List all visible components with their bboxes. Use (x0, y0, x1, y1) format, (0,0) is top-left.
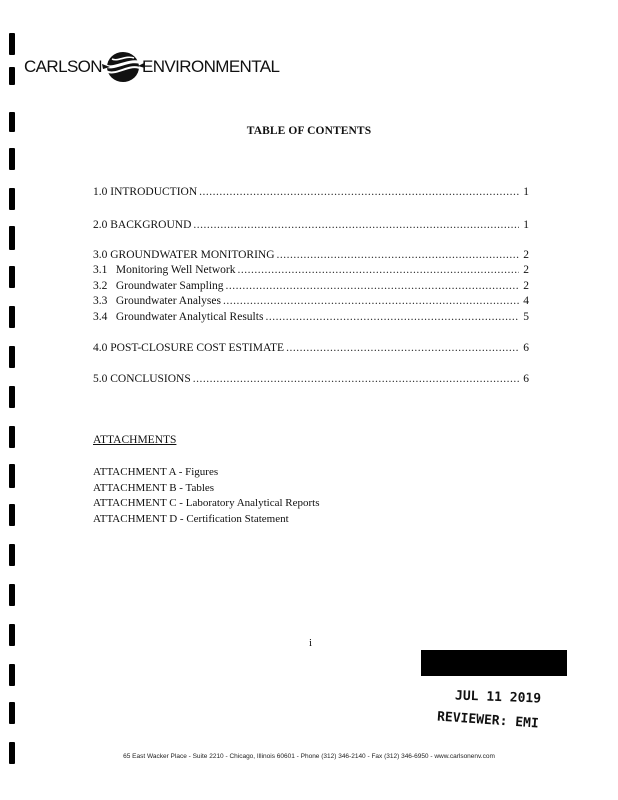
toc-number: 3.0 (93, 249, 108, 261)
page-title: TABLE OF CONTENTS (246, 125, 372, 137)
binder-mark (9, 33, 15, 55)
toc-label: Groundwater Analyses (115, 295, 221, 307)
binder-mark (9, 702, 15, 724)
attachment-item: ATTACHMENT D - Certification Statement (93, 513, 289, 525)
binder-mark (9, 188, 15, 210)
toc-leader (199, 186, 519, 198)
binder-mark (9, 504, 15, 526)
toc-label: POST-CLOSURE COST ESTIMATE (110, 342, 285, 354)
binder-mark (9, 306, 15, 328)
toc-leader (265, 311, 519, 323)
toc-page: 5 (523, 311, 529, 323)
binder-mark (9, 664, 15, 686)
binder-mark (9, 266, 15, 288)
toc-number: 3.3 (93, 295, 108, 307)
binder-mark (9, 386, 15, 408)
toc-number: 1.0 (93, 186, 108, 198)
binder-mark (9, 624, 15, 646)
toc-label: Monitoring Well Network (115, 264, 236, 276)
binder-mark (9, 464, 15, 488)
attachment-item: ATTACHMENT A - Figures (93, 466, 219, 478)
toc-page: 1 (523, 219, 529, 231)
binder-mark (9, 584, 15, 606)
toc-number: 2.0 (93, 219, 108, 231)
logo-right-word: ENVIRONMENTAL (142, 57, 280, 76)
logo-left-word: CARLSON (24, 57, 102, 76)
toc-leader (226, 280, 519, 292)
binder-mark (9, 544, 15, 566)
globe-logo-icon (100, 50, 146, 84)
binder-mark (9, 346, 15, 368)
toc-row (93, 342, 529, 354)
toc-row (93, 219, 529, 231)
toc-page: 6 (523, 373, 529, 385)
toc-leader (286, 342, 519, 354)
toc-number: 3.1 (93, 264, 108, 276)
toc-page: 1 (523, 186, 529, 198)
toc-page: 4 (523, 295, 529, 307)
toc-leader (237, 264, 519, 276)
received-date-stamp: JUL 11 2019 (454, 688, 542, 707)
toc-row (93, 311, 529, 323)
toc-label: Groundwater Analytical Results (115, 311, 264, 323)
toc-page: 2 (523, 264, 529, 276)
toc-row (93, 249, 529, 261)
binder-mark (9, 148, 15, 170)
toc-row (93, 280, 529, 292)
toc-label: Groundwater Sampling (115, 280, 224, 292)
toc-label: INTRODUCTION (110, 186, 198, 198)
toc-number: 5.0 (93, 373, 108, 385)
toc-leader (223, 295, 519, 307)
reviewer-stamp: REVIEWER: EMI (436, 709, 540, 732)
toc-leader (277, 249, 519, 261)
footer-address: 65 East Wacker Place - Suite 2210 - Chicago, Illinois 60601 - Phone (312) 346-2140 - Fax (312) 346-6950 - www.carlsonenv.com (123, 753, 495, 760)
company-logo (24, 50, 279, 84)
toc-label: GROUNDWATER MONITORING (110, 249, 275, 261)
toc-leader (193, 373, 519, 385)
toc-number: 4.0 (93, 342, 108, 354)
toc-page: 2 (523, 249, 529, 261)
attachment-item: ATTACHMENT B - Tables (93, 482, 215, 494)
toc-number: 3.4 (93, 311, 108, 323)
attachments-heading: ATTACHMENTS (93, 434, 177, 446)
toc-page: 2 (523, 280, 529, 292)
toc-row (93, 373, 529, 385)
attachment-item: ATTACHMENT C - Laboratory Analytical Reports (93, 497, 320, 509)
binder-mark (9, 67, 15, 85)
toc-row (93, 186, 529, 198)
toc-label: CONCLUSIONS (110, 373, 191, 385)
toc-row (93, 295, 529, 307)
binder-mark (9, 226, 15, 250)
redaction-box (421, 650, 567, 676)
binder-mark (9, 426, 15, 448)
page-number: i (309, 637, 313, 649)
toc-number: 3.2 (93, 280, 108, 292)
toc-page: 6 (523, 342, 529, 354)
toc-label: BACKGROUND (110, 219, 192, 231)
toc-row (93, 264, 529, 276)
toc-leader (193, 219, 519, 231)
